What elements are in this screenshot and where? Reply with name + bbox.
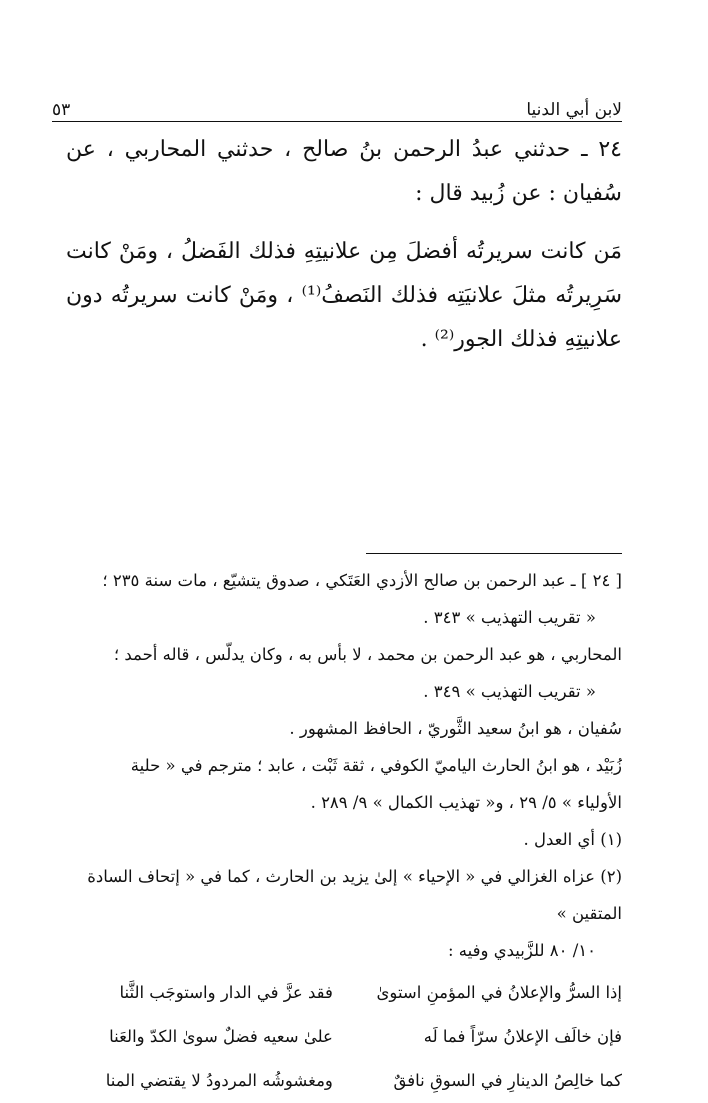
poem-verse [66, 971, 622, 1015]
running-head [52, 90, 622, 120]
footnote-line: [ ٢٤ ] ـ عبد الرحمن بن صالح الأزدي العَتَكي ، صدوق يتشيّع ، مات سنة ٢٣٥ ؛ [102, 571, 622, 590]
hadith-matn: مَن كانت سريرتُه أفضلَ مِن علانيتِهِ فذلك الفَضلُ ، ومَنْ كانت سَرِيرتُه مثلَ علانيَتِه فذلك النَصفُ⁽¹⁾ ، ومَنْ كانت سريرتُه دون علانيتِهِ فذلك الجور⁽²⁾ . [66, 239, 623, 352]
footnote-line: زُبَيْد ، هو ابنُ الحارث الياميّ الكوفي ، ثقة ثَبْت ، عابد ؛ مترجم في « حلية [130, 756, 622, 775]
footnotes [66, 562, 622, 1103]
header-rule [52, 121, 622, 122]
hadith-isnad: ٢٤ ـ حدثني عبدُ الرحمن بنُ صالح ، حدثني المحاربي ، عن سُفيان : عن زُبيد قال : [66, 137, 622, 206]
page-number: ٥٣ [52, 100, 71, 120]
verse-second-hemistich: علىٰ سعيه فضلٌ سوىٰ الكدّ والعَنا [109, 1027, 333, 1046]
verse-first-hemistich: إذا السرُّ والإعلانُ في المؤمنِ استوىٰ [376, 983, 622, 1002]
poem-verse [66, 1059, 622, 1103]
footnote-line: « تقريب التهذيب » ٣٤٩ . [423, 682, 596, 701]
footnote-line: ١٠/ ٨٠ للزَّبيدي وفيه : [448, 941, 596, 960]
footnote-line: سُفيان ، هو ابنُ سعيد الثَّوريّ ، الحافظ المشهور . [289, 719, 622, 738]
poem [66, 971, 622, 1103]
verse-second-hemistich: ومغشوشُه المردودُ لا يقتضي المنا [105, 1071, 333, 1090]
poem-verse [66, 1015, 622, 1059]
running-title: لابن أبي الدنيا [526, 100, 622, 120]
footnote-line: الأولياء » ٥/ ٢٩ ، و« تهذيب الكمال » ٩/ ٢٨٩ . [310, 793, 622, 812]
verse-first-hemistich: كما خالِصُ الدينارِ في السوقِ نافقٌ [393, 1071, 622, 1090]
footnote-line: (٢) عزاه الغزالي في « الإحياء » إلىٰ يزيد بن الحارث ، كما في « إتحاف السادة المتقين » [87, 867, 622, 923]
footnote-line: (١) أي العدل . [523, 830, 622, 849]
footnote-line: المحاربي ، هو عبد الرحمن بن محمد ، لا بأس به ، وكان يدلّس ، قاله أحمد ؛ [113, 645, 622, 664]
verse-first-hemistich: فإن خالَف الإعلانُ سرّاً فما لَه [423, 1027, 622, 1046]
verse-second-hemistich: فقد عزَّ في الدار واستوجَب الثَّنا [119, 983, 333, 1002]
footnote-line: « تقريب التهذيب » ٣٤٣ . [423, 608, 596, 627]
main-text [66, 128, 622, 362]
footnote-rule [366, 553, 622, 554]
